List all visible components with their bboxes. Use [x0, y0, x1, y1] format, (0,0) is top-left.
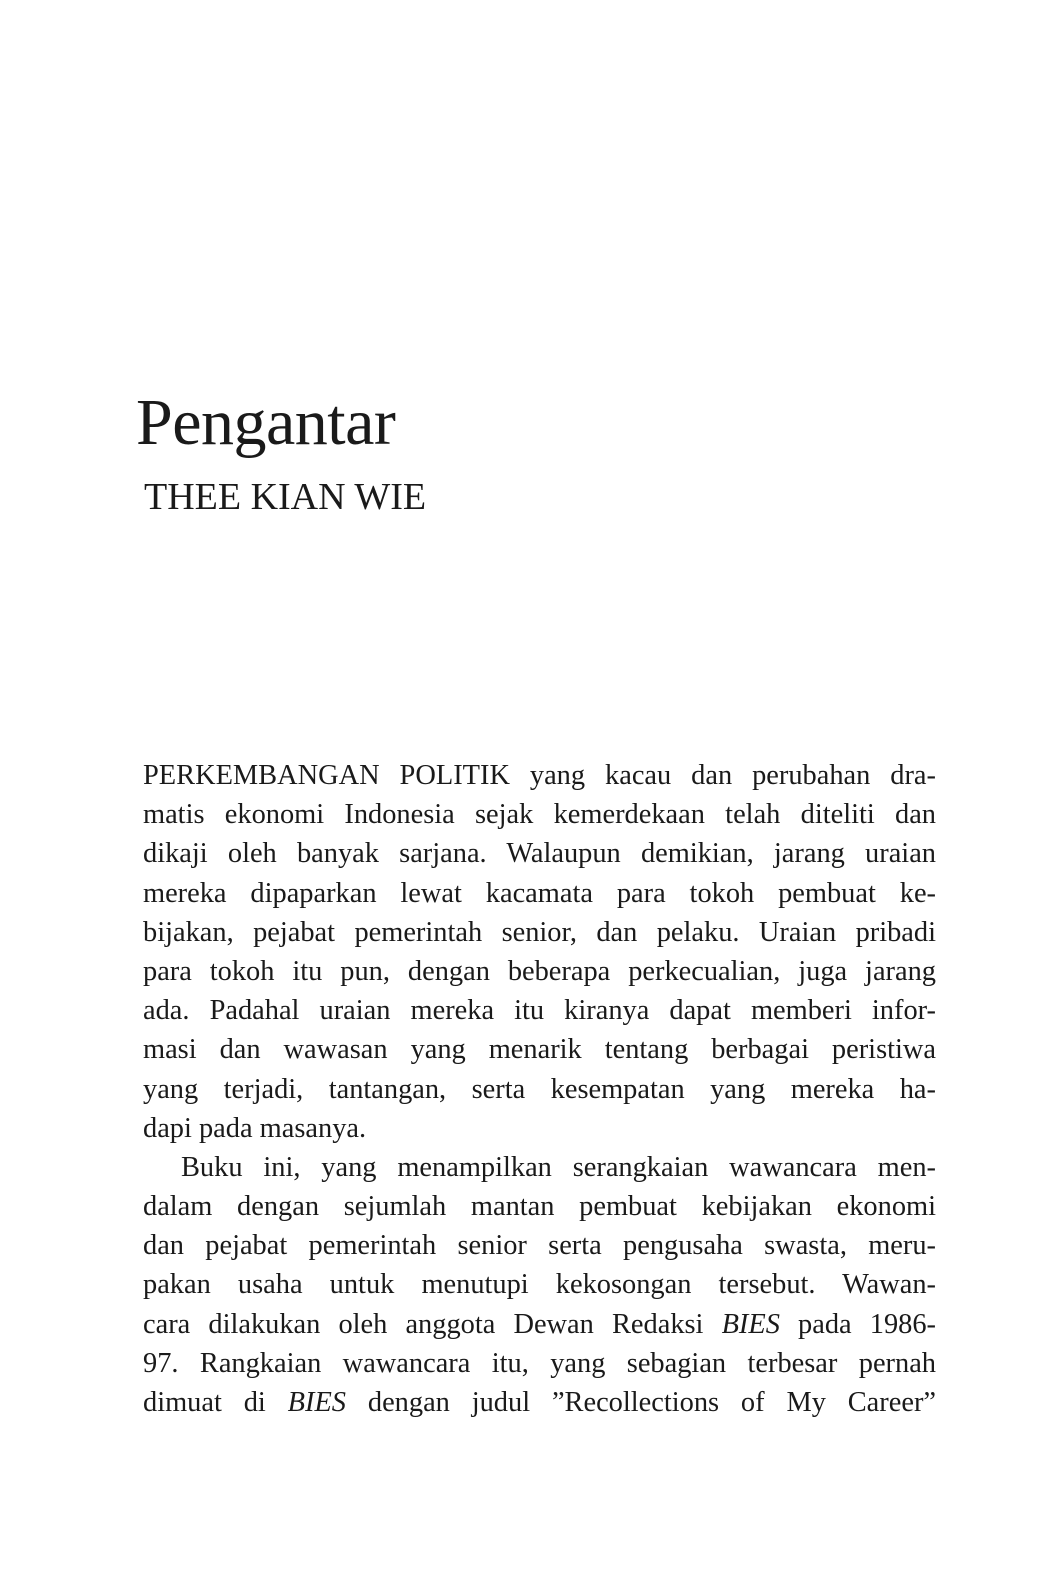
body-line	[143, 1305, 936, 1344]
body-line: bijakan, pejabat pemerintah senior, dan pelaku. Uraian pribadi	[143, 916, 936, 948]
body-line: matis ekonomi Indonesia sejak kemerdekaan telah diteliti dan	[143, 799, 936, 831]
body-line: dapi pada masanya.	[143, 1112, 367, 1144]
body-line: dalam dengan sejumlah mantan pembuat kebijakan ekonomi	[143, 1191, 936, 1223]
body-line: dikaji oleh banyak sarjana. Walaupun demikian, jarang uraian	[143, 838, 936, 870]
body-line: masi dan wawasan yang menarik tentang berbagai peristiwa	[143, 1034, 936, 1066]
body-line: 97. Rangkaian wawancara itu, yang sebagian terbesar pernah	[143, 1347, 936, 1379]
journal-name-italic: BIES	[721, 1308, 780, 1340]
body-line: mereka dipaparkan lewat kacamata para tokoh pembuat ke-	[143, 877, 936, 909]
line-text: dengan judul ”Recollections of My Career”	[346, 1387, 936, 1418]
body-line: yang terjadi, tantangan, serta kesempatan yang mereka ha-	[143, 1073, 936, 1105]
body-line	[143, 1383, 936, 1422]
body-text	[143, 756, 936, 1422]
body-line: dan pejabat pemerintah senior serta pengusaha swasta, meru-	[143, 1230, 936, 1262]
body-line: para tokoh itu pun, dengan beberapa perkecualian, juga jarang	[143, 955, 936, 987]
chapter-author: THEE KIAN WIE	[144, 476, 427, 518]
body-line: Buku ini, yang menampilkan serangkaian wawancara men-	[181, 1151, 936, 1183]
line-text: dimuat di	[143, 1387, 288, 1418]
body-line: ada. Padahal uraian mereka itu kiranya dapat memberi infor-	[143, 995, 936, 1027]
body-line: PERKEMBANGAN POLITIK yang kacau dan perubahan dra-	[143, 760, 936, 791]
chapter-title: Pengantar	[136, 386, 396, 459]
journal-name-italic: BIES	[287, 1387, 347, 1418]
line-text: cara dilakukan oleh anggota Dewan Redaksi	[143, 1308, 722, 1340]
line-text: pada 1986-	[779, 1308, 936, 1340]
body-line: pakan usaha untuk menutupi kekosongan tersebut. Wawan-	[143, 1269, 936, 1301]
